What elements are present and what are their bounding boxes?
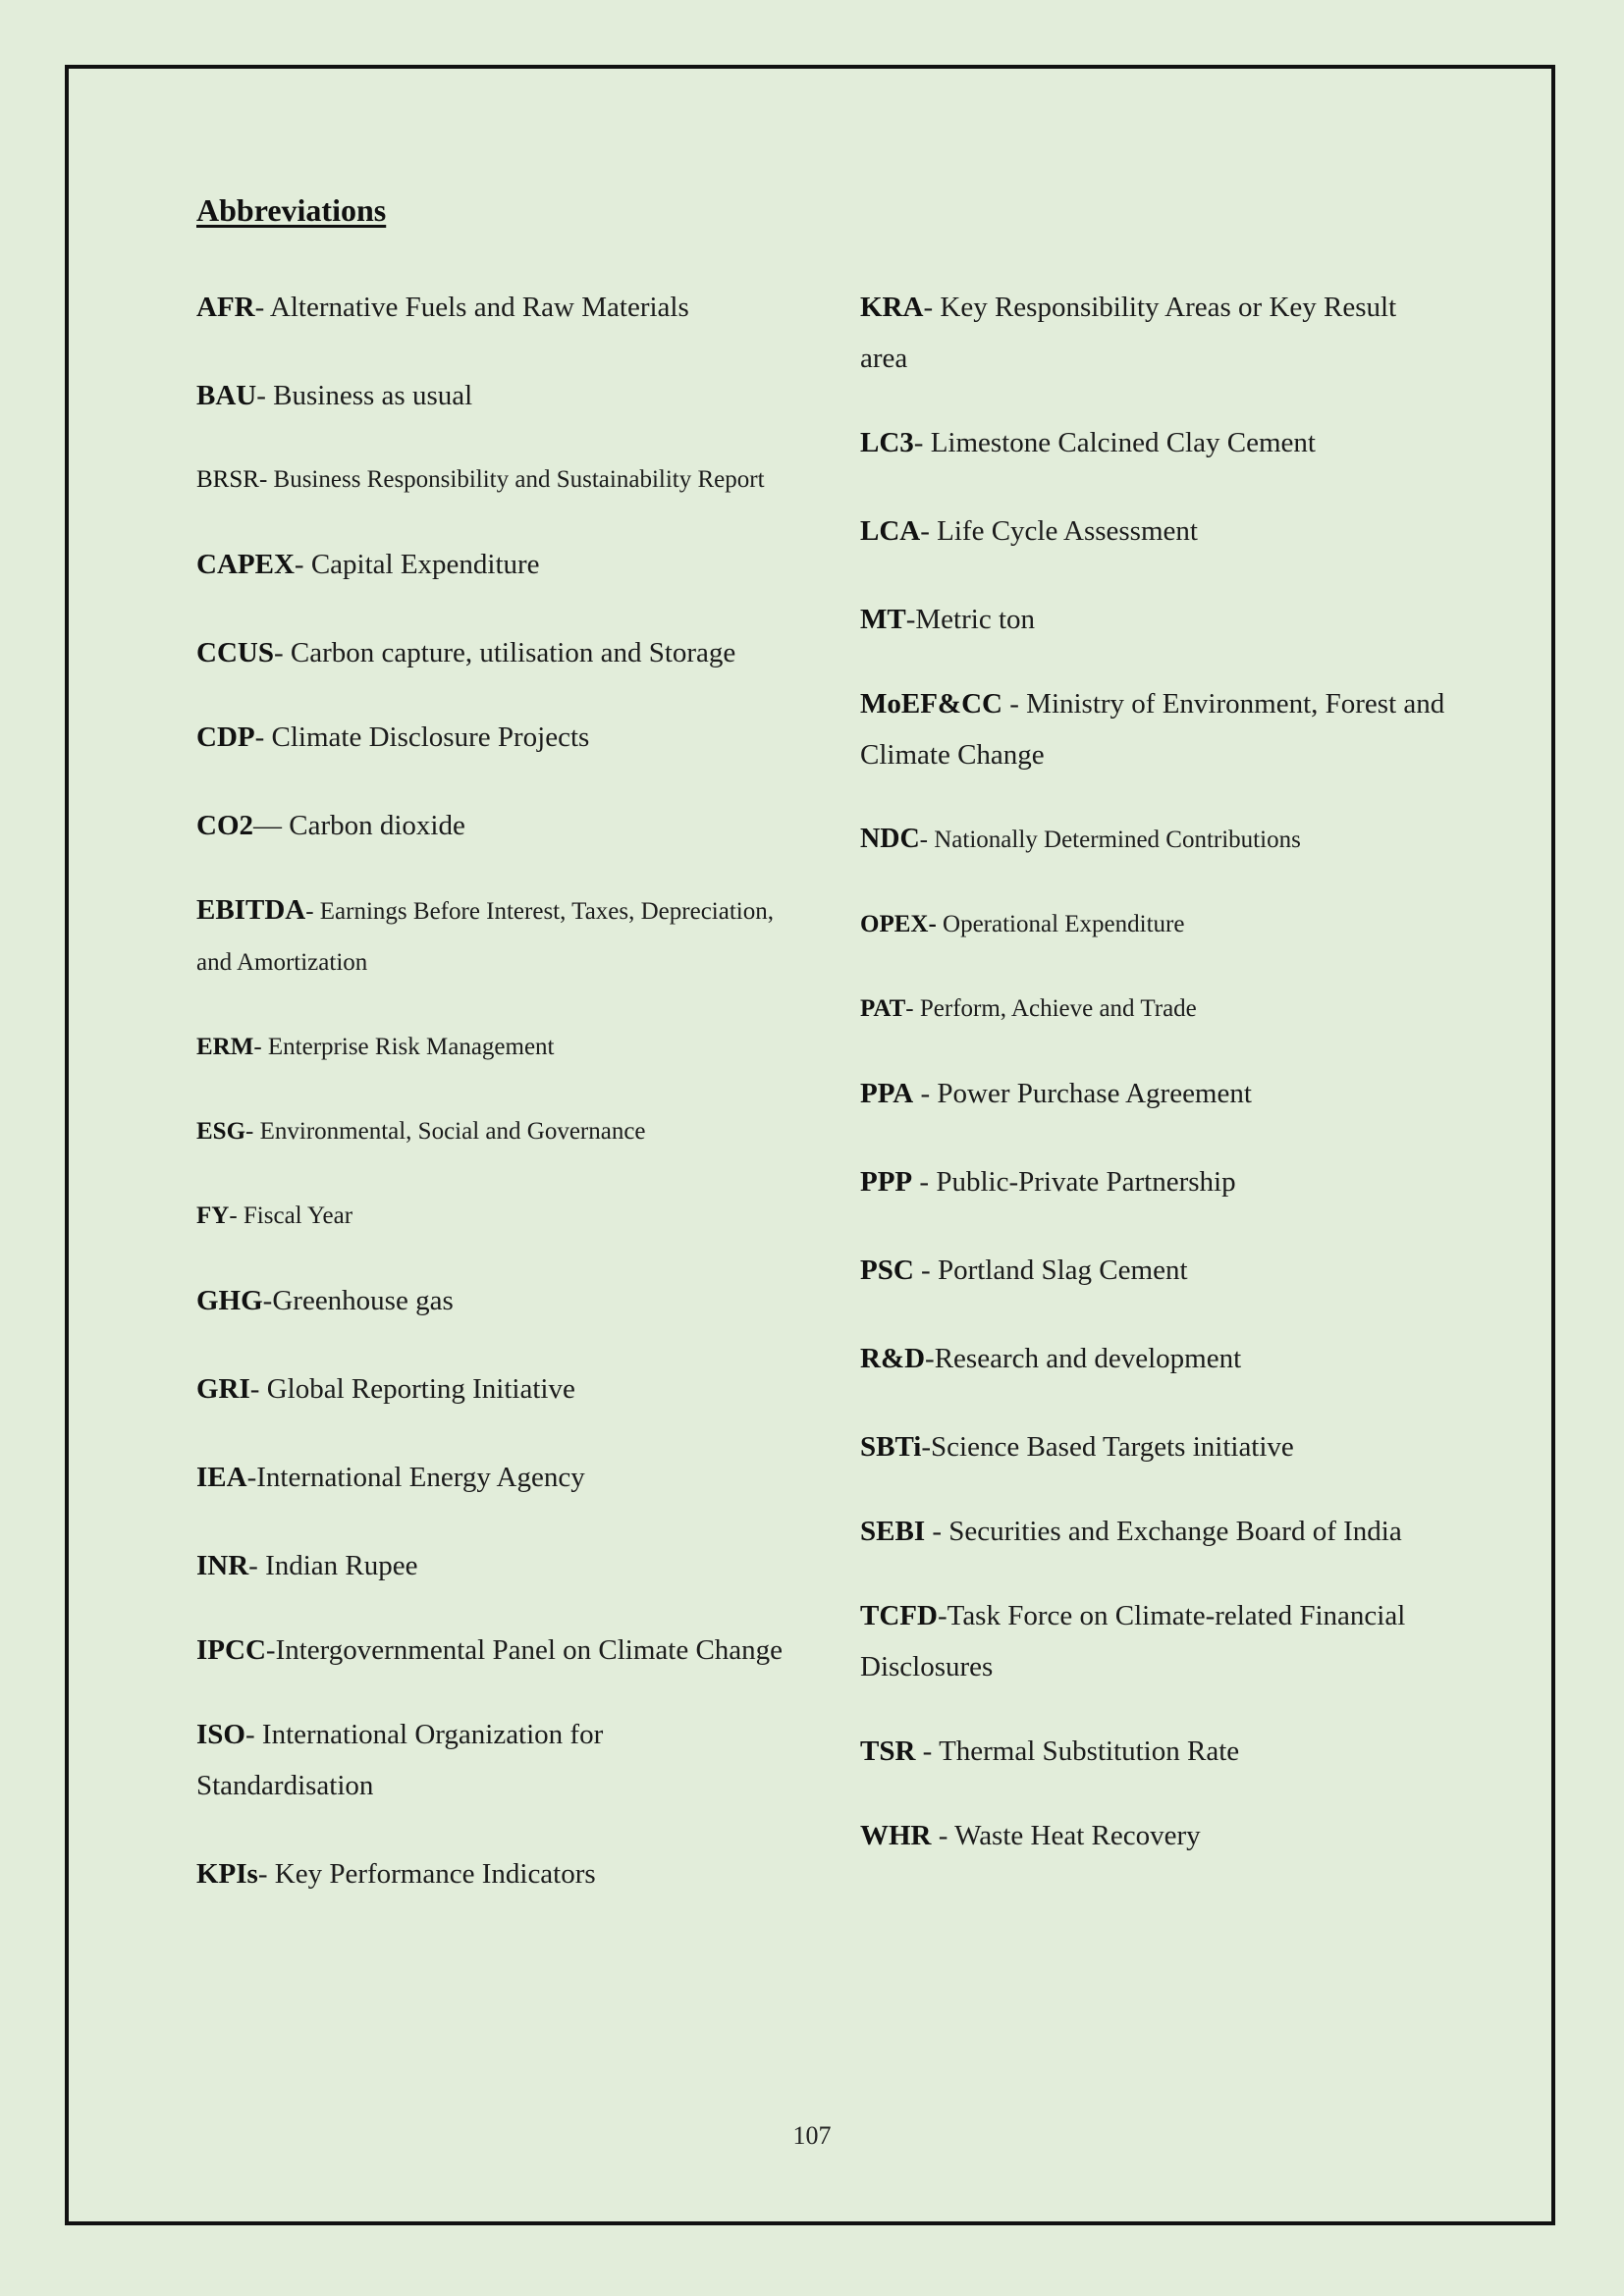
abbreviation-term: CDP <box>196 721 255 753</box>
abbreviation-list-right <box>860 282 1449 1861</box>
abbreviation-definition: Key Responsibility Areas or Key Result area <box>860 292 1397 374</box>
abbreviation-term: KPIs <box>196 1858 258 1890</box>
list-item: CCUS- Carbon capture, utilisation and Storage <box>196 637 736 668</box>
abbreviation-definition: Power Purchase Agreement <box>937 1078 1252 1109</box>
abbreviation-term: PPA <box>860 1078 914 1109</box>
abbreviation-definition: Public-Private Partnership <box>936 1166 1236 1198</box>
abbreviation-definition: Environmental, Social and Governance <box>259 1118 646 1145</box>
abbreviation-term: R&D <box>860 1343 926 1374</box>
list-item: GRI- Global Reporting Initiative <box>196 1373 575 1405</box>
abbreviation-definition: Intergovernmental Panel on Climate Change <box>275 1634 784 1666</box>
list-item: CO2— Carbon dioxide <box>196 810 465 841</box>
list-item: IPCC-Intergovernmental Panel on Climate Change <box>196 1634 784 1666</box>
abbreviation-term: IPCC <box>196 1634 266 1666</box>
list-item: LC3- Limestone Calcined Clay Cement <box>860 427 1316 458</box>
abbreviation-term: KRA <box>860 292 924 323</box>
abbreviation-definition: Ministry of Environment, Forest and Climate Change <box>860 688 1445 771</box>
list-item: AFR- Alternative Fuels and Raw Materials <box>196 292 689 323</box>
abbreviation-term: TCFD <box>860 1600 938 1631</box>
abbreviation-term: ESG <box>196 1118 246 1145</box>
abbreviation-term: GHG <box>196 1285 263 1316</box>
abbreviation-term: PPP <box>860 1166 913 1198</box>
abbreviation-term: LCA <box>860 515 921 547</box>
abbreviation-term: BRSR <box>196 466 259 493</box>
abbreviation-definition: Business Responsibility and Sustainability Report <box>273 466 765 493</box>
list-item: NDC- Nationally Determined Contributions <box>860 824 1301 854</box>
list-item: SEBI - Securities and Exchange Board of India <box>860 1516 1402 1547</box>
list-item: ISO- International Organization for Standardisation <box>196 1719 604 1801</box>
abbreviation-definition: Waste Heat Recovery <box>954 1820 1201 1851</box>
list-item: WHR - Waste Heat Recovery <box>860 1820 1201 1851</box>
list-item: INR- Indian Rupee <box>196 1550 418 1581</box>
list-item: PAT- Perform, Achieve and Trade <box>860 995 1197 1022</box>
list-item: BAU- Business as usual <box>196 380 473 411</box>
list-item: GHG-Greenhouse gas <box>196 1285 454 1316</box>
list-item: CDP- Climate Disclosure Projects <box>196 721 590 753</box>
abbreviation-term: ERM <box>196 1034 254 1060</box>
list-item: EBITDA- Earnings Before Interest, Taxes, Depreciation, and Amortization <box>196 894 774 976</box>
abbreviation-definition: Metric ton <box>915 604 1035 635</box>
list-item: R&D-Research and development <box>860 1343 1242 1374</box>
abbreviation-term: CCUS <box>196 637 274 668</box>
abbreviation-term: BAU <box>196 380 257 411</box>
list-item: IEA-International Energy Agency <box>196 1462 585 1493</box>
list-item: MT-Metric ton <box>860 604 1035 635</box>
abbreviation-list-left <box>196 282 785 1899</box>
abbreviation-term: TSR <box>860 1735 916 1767</box>
list-item: LCA- Life Cycle Assessment <box>860 515 1198 547</box>
page-title: Abbreviations <box>196 192 387 228</box>
list-item: TSR - Thermal Substitution Rate <box>860 1735 1240 1767</box>
abbreviation-definition: Science Based Targets initiative <box>931 1431 1294 1463</box>
abbreviation-definition: Task Force on Climate-related Financial Disclosures <box>860 1600 1406 1682</box>
abbreviation-term: LC3 <box>860 427 914 458</box>
abbreviation-definition: Key Performance Indicators <box>274 1858 596 1890</box>
abbreviation-definition: Thermal Substitution Rate <box>939 1735 1240 1767</box>
abbreviation-definition: Indian Rupee <box>265 1550 418 1581</box>
abbreviation-definition: Earnings Before Interest, Taxes, Depreciation, and Amortization <box>196 898 774 976</box>
list-item: TCFD-Task Force on Climate-related Financial Disclosures <box>860 1600 1406 1682</box>
list-item: KPIs- Key Performance Indicators <box>196 1858 596 1890</box>
abbreviation-term: GRI <box>196 1373 250 1405</box>
abbreviation-definition: Operational Expenditure <box>943 911 1185 937</box>
abbreviation-term: INR <box>196 1550 249 1581</box>
abbreviation-definition: Capital Expenditure <box>310 549 540 580</box>
abbreviation-definition: Portland Slag Cement <box>937 1255 1188 1286</box>
abbreviation-term: AFR <box>196 292 255 323</box>
abbreviation-definition: Limestone Calcined Clay Cement <box>930 427 1316 458</box>
abbreviation-term: PSC <box>860 1255 914 1286</box>
abbreviation-term: SEBI <box>860 1516 926 1547</box>
abbreviation-definition: Business as usual <box>273 380 473 411</box>
abbreviation-term: OPEX- <box>860 911 937 937</box>
abbreviation-definition: Greenhouse gas <box>272 1285 454 1316</box>
abbreviation-term: FY <box>196 1202 230 1229</box>
abbreviation-term: ISO <box>196 1719 245 1750</box>
list-item: CAPEX- Capital Expenditure <box>196 549 540 580</box>
abbreviation-term: NDC <box>860 824 920 854</box>
abbreviation-definition: Enterprise Risk Management <box>267 1034 555 1060</box>
abbreviation-definition: International Energy Agency <box>256 1462 585 1493</box>
abbreviation-definition: Securities and Exchange Board of India <box>948 1516 1402 1547</box>
list-item <box>860 899 1449 950</box>
abbreviation-definition: Climate Disclosure Projects <box>271 721 590 753</box>
abbreviation-definition: Global Reporting Initiative <box>266 1373 575 1405</box>
abbreviation-term: PAT <box>860 995 906 1022</box>
list-item: PPA - Power Purchase Agreement <box>860 1078 1252 1109</box>
abbreviation-definition: International Organization for Standardisation <box>196 1719 604 1801</box>
abbreviation-term: MT <box>860 604 906 635</box>
abbreviation-definition: Research and development <box>934 1343 1242 1374</box>
list-item: ESG- Environmental, Social and Governance <box>196 1118 646 1145</box>
abbreviation-definition: Perform, Achieve and Trade <box>919 995 1197 1022</box>
list-item: KRA- Key Responsibility Areas or Key Result area <box>860 292 1397 374</box>
abbreviation-definition: Carbon dioxide <box>289 810 465 841</box>
page-number: 107 <box>792 2121 832 2150</box>
list-item: PSC - Portland Slag Cement <box>860 1255 1188 1286</box>
abbreviation-definition: Nationally Determined Contributions <box>934 827 1301 853</box>
abbreviation-term: MoEF&CC <box>860 688 1002 720</box>
abbreviation-term: SBTi <box>860 1431 922 1463</box>
abbreviation-term: CO2 <box>196 810 253 841</box>
list-item: ERM- Enterprise Risk Management <box>196 1034 555 1060</box>
abbreviation-definition: Life Cycle Assessment <box>937 515 1198 547</box>
list-item: BRSR- Business Responsibility and Sustainability Report <box>196 466 765 493</box>
abbreviation-definition: Alternative Fuels and Raw Materials <box>269 292 689 323</box>
list-item: MoEF&CC - Ministry of Environment, Forest and Climate Change <box>860 688 1445 771</box>
list-item: PPP - Public-Private Partnership <box>860 1166 1236 1198</box>
abbreviation-term: EBITDA <box>196 894 306 926</box>
abbreviation-definition: Carbon capture, utilisation and Storage <box>290 637 736 668</box>
list-item: FY- Fiscal Year <box>196 1202 353 1229</box>
abbreviation-term: CAPEX <box>196 549 295 580</box>
abbreviation-term: IEA <box>196 1462 247 1493</box>
list-item: SBTi-Science Based Targets initiative <box>860 1431 1294 1463</box>
abbreviation-definition: Fiscal Year <box>243 1202 353 1229</box>
abbreviation-term: WHR <box>860 1820 932 1851</box>
